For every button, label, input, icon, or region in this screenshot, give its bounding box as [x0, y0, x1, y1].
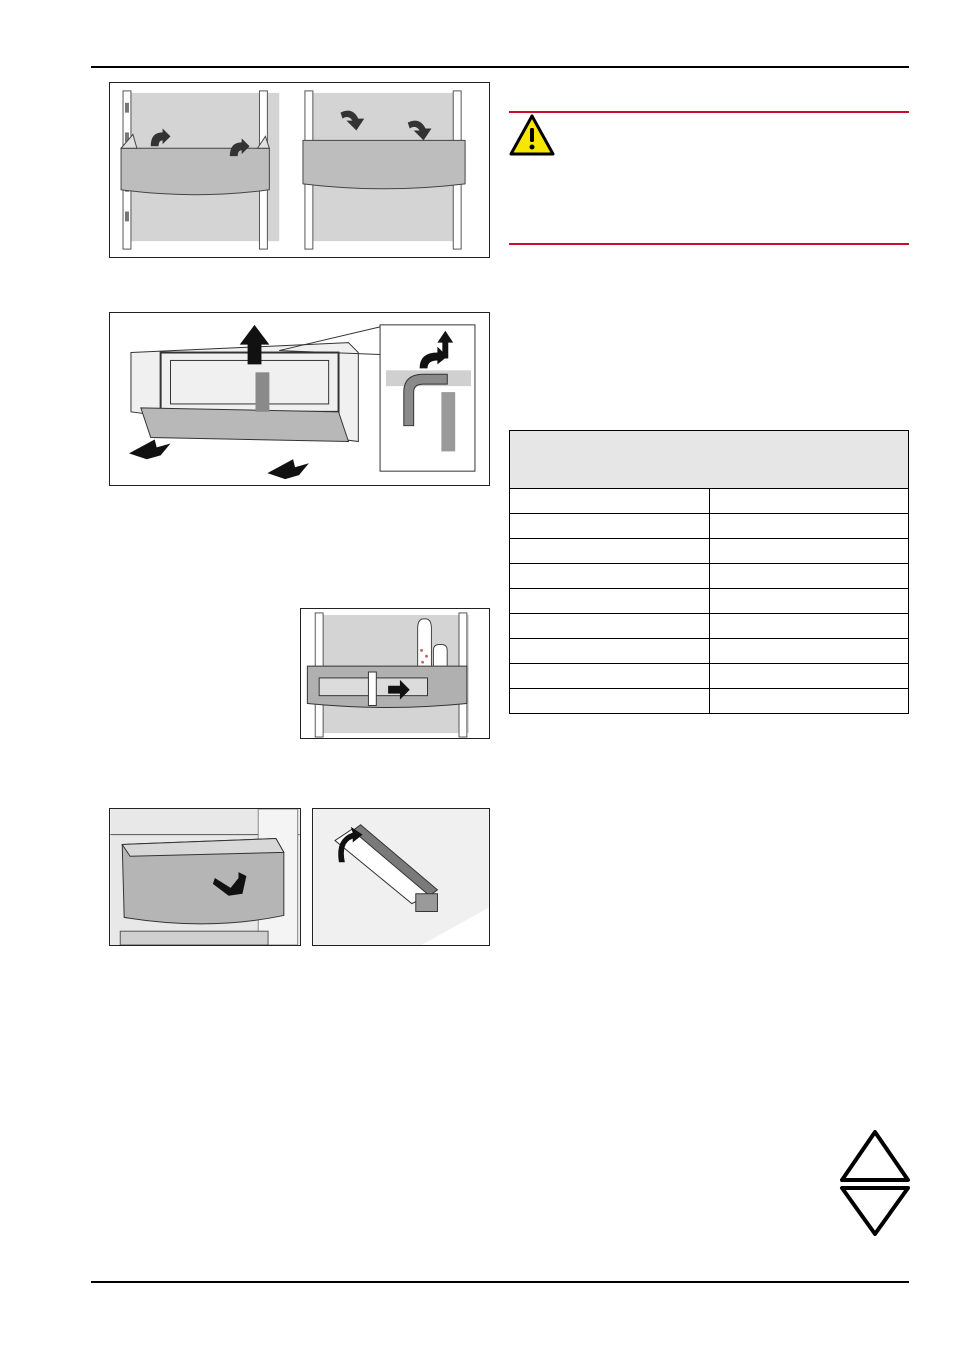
- figure-door-shelf-removal: [109, 82, 490, 258]
- warning-top-line: [509, 111, 909, 113]
- figure-bottle-holder: [300, 608, 490, 739]
- warning-triangle-icon: [509, 114, 555, 156]
- figure-drawer-lift: [109, 312, 490, 486]
- header-rule: [91, 66, 909, 68]
- table-row: [510, 589, 909, 614]
- table-row: [510, 489, 909, 514]
- figure-crisper-drawer: [109, 808, 301, 946]
- table-row: [510, 539, 909, 564]
- table-row: [510, 664, 909, 689]
- table-row: [510, 639, 909, 664]
- up-down-arrows-icon[interactable]: [838, 1128, 912, 1238]
- table-row: [510, 614, 909, 639]
- figure-air-filter: [312, 808, 490, 946]
- specification-table: [509, 430, 909, 714]
- table-header: [510, 431, 909, 489]
- table-row: [510, 514, 909, 539]
- table-row: [510, 689, 909, 714]
- footer-rule: [91, 1281, 909, 1283]
- table-row: [510, 564, 909, 589]
- warning-bottom-line: [509, 243, 909, 245]
